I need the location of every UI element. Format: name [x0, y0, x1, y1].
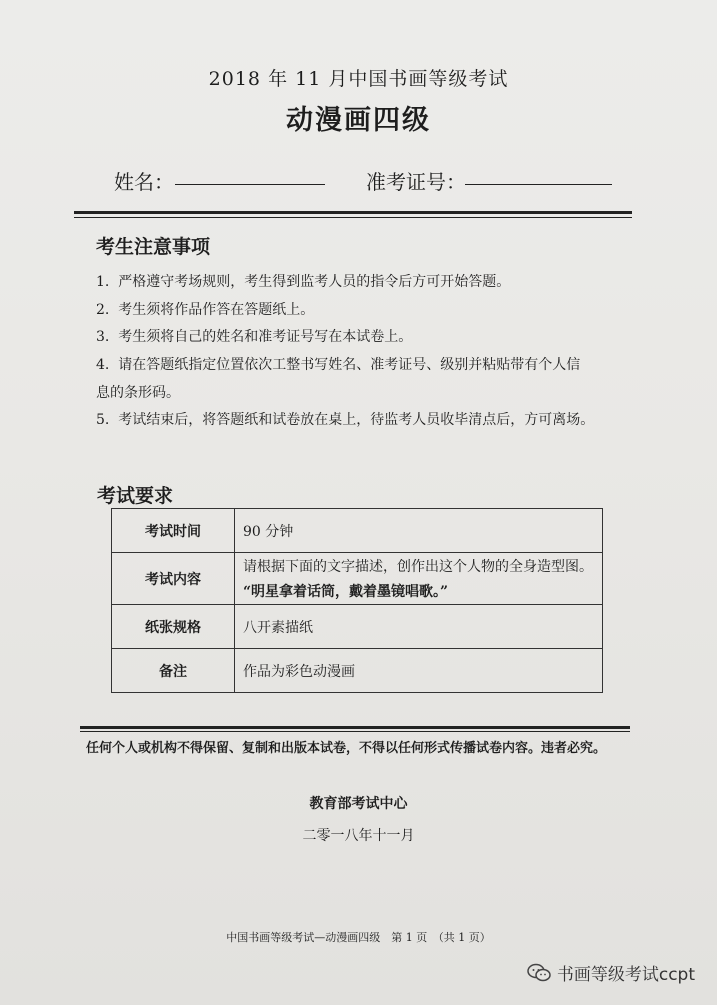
wechat-icon — [527, 963, 551, 988]
table-row — [112, 605, 603, 649]
table-value: 作品为彩色动漫画 — [235, 649, 603, 693]
table-value — [235, 553, 603, 605]
note-text: 考试结束后，将答题纸和试卷放在桌上，待监考人员收毕清点后，方可离场。 — [118, 412, 595, 428]
footer-rule-thin — [80, 731, 630, 732]
id-blank-line — [465, 184, 612, 185]
subject-title: 动漫画四级 — [286, 105, 431, 136]
table-value: 八开素描纸 — [235, 605, 603, 649]
page-info: 中国书画等级考试—动漫画四级 第 1 页 （共 1 页） — [226, 931, 491, 944]
content-quote: “明星拿着话筒，戴着墨镜唱歌。” — [243, 584, 449, 600]
note-item-2 — [96, 296, 636, 324]
exam-title: 2018 年 11 月中国书画等级考试 — [208, 68, 509, 90]
issuer: 教育部考试中心 — [309, 796, 408, 812]
table-key: 考试时间 — [112, 509, 235, 553]
watermark — [527, 960, 695, 988]
watermark-text: 书画等级考试ccpt — [556, 965, 695, 985]
table-row — [112, 509, 603, 553]
note-number: 3. — [96, 329, 110, 345]
notes-heading: 考生注意事项 — [96, 236, 211, 258]
note-item-4 — [96, 351, 636, 379]
table-row — [112, 649, 603, 693]
table-row — [112, 553, 603, 605]
note-item-3 — [96, 323, 636, 351]
note-number: 2. — [96, 302, 110, 318]
requirements-table — [111, 508, 603, 693]
copyright-notice: 任何个人或机构不得保留、复制和出版本试卷，不得以任何形式传播试卷内容。违者必究。 — [86, 741, 607, 756]
requirements-heading: 考试要求 — [97, 485, 174, 507]
note-text: 请在答题纸指定位置依次工整书写姓名、准考证号、级别并粘贴带有个人信 — [118, 357, 581, 373]
note-text: 严格遵守考场规则，考生得到监考人员的指令后方可开始答题。 — [118, 274, 511, 290]
footer-rule-thick — [80, 726, 630, 729]
note-text: 考生须将作品作答在答题纸上。 — [118, 302, 315, 318]
name-label: 姓名： — [114, 170, 174, 194]
note-number: 1. — [96, 274, 110, 290]
issue-date: 二零一八年十一月 — [302, 828, 415, 844]
content-description: 请根据下面的文字描述，创作出这个人物的全身造型图。 — [243, 559, 593, 575]
note-number: 5. — [96, 412, 110, 428]
note-item-4-continued: 息的条形码。 — [96, 385, 180, 401]
table-value: 90 分钟 — [235, 509, 603, 553]
header-rule-thick — [74, 211, 632, 214]
id-label: 准考证号： — [366, 170, 466, 194]
note-item-5 — [96, 406, 636, 434]
note-item-1 — [96, 268, 636, 296]
table-key: 备注 — [112, 649, 235, 693]
name-blank-line — [175, 184, 325, 185]
note-text: 考生须将自己的姓名和准考证号写在本试卷上。 — [118, 329, 413, 345]
table-key: 纸张规格 — [112, 605, 235, 649]
note-number: 4. — [96, 357, 110, 373]
header-rule-thin — [74, 217, 632, 218]
table-key: 考试内容 — [112, 553, 235, 605]
